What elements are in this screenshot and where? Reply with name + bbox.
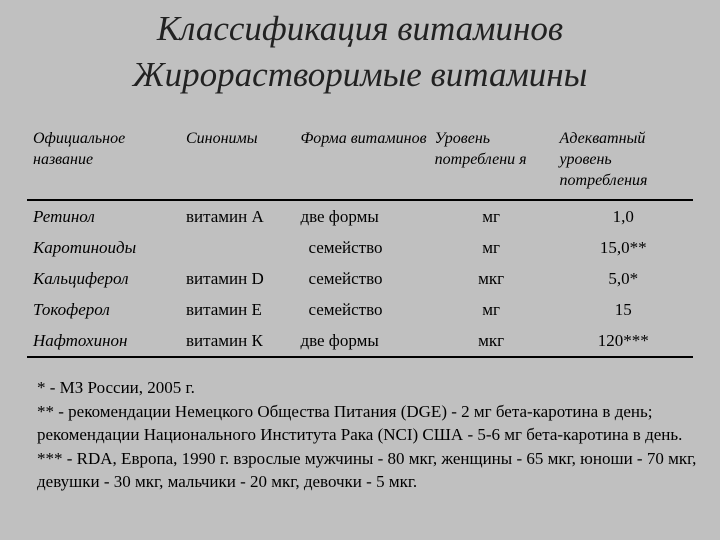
header-adequate-level: Адекватный уровень потребления xyxy=(559,130,648,189)
cell-level: 1,0 xyxy=(554,200,693,232)
footnotes xyxy=(37,376,707,494)
title-line-1: Классификация витаминов xyxy=(156,9,564,48)
cell-form: семейство xyxy=(308,269,383,288)
cell-unit: мг xyxy=(482,300,500,319)
cell-synonym: витамин К xyxy=(180,325,294,357)
cell-unit: мкг xyxy=(478,269,505,288)
cell-form: семейство xyxy=(308,300,383,319)
header-consumption-level: Уровень потреблени я xyxy=(434,130,527,168)
table-row xyxy=(27,232,693,263)
header-synonyms: Синонимы xyxy=(185,130,258,147)
cell-synonym: витамин D xyxy=(185,269,264,288)
table-row xyxy=(27,294,693,325)
footnote-1: * - МЗ России, 2005 г. xyxy=(37,378,195,397)
table-row xyxy=(27,263,693,294)
cell-name: Каротиноиды xyxy=(33,238,137,257)
table-row xyxy=(27,325,693,357)
cell-form: две формы xyxy=(294,200,428,232)
cell-synonym: витамин А xyxy=(180,200,294,232)
vitamins-table xyxy=(27,116,693,358)
cell-synonym xyxy=(180,232,294,263)
cell-synonym: витамин Е xyxy=(185,300,262,319)
cell-form: две формы xyxy=(294,325,428,357)
cell-level: 120*** xyxy=(554,325,693,357)
cell-unit: мкг xyxy=(429,325,554,357)
cell-level: 15,0** xyxy=(599,238,647,257)
cell-name: Нафтохинон xyxy=(27,325,180,357)
cell-level: 5,0* xyxy=(608,269,639,288)
cell-name: Кальциферол xyxy=(33,269,129,288)
slide-title xyxy=(0,6,720,98)
header-vitamin-form: Форма витаминов xyxy=(300,130,427,147)
cell-form: семейство xyxy=(308,238,383,257)
cell-name: Токоферол xyxy=(33,300,110,319)
cell-unit: мг xyxy=(429,200,554,232)
cell-name: Ретинол xyxy=(27,200,180,232)
cell-level: 15 xyxy=(614,300,632,319)
footnote-2: ** - рекомендации Немецкого Общества Питания (DGE) - 2 мг бета-каротина в день; рекомендации Национального Института Рака (NCI) США - 5-6 мг бета-каротина в день. xyxy=(37,401,683,444)
table-row xyxy=(27,200,693,232)
title-line-2: Жирорастворимые витамины xyxy=(132,55,588,94)
header-official-name: Официальное название xyxy=(33,130,126,168)
table-header-row xyxy=(27,116,693,200)
footnote-3: *** - RDA, Европа, 1990 г. взрослые мужчины - 80 мкг, женщины - 65 мкг, юноши - 70 мкг, девушки - 30 мкг, мальчики - 20 мкг, девочки - 5 мкг. xyxy=(37,448,697,491)
cell-unit: мг xyxy=(482,238,500,257)
